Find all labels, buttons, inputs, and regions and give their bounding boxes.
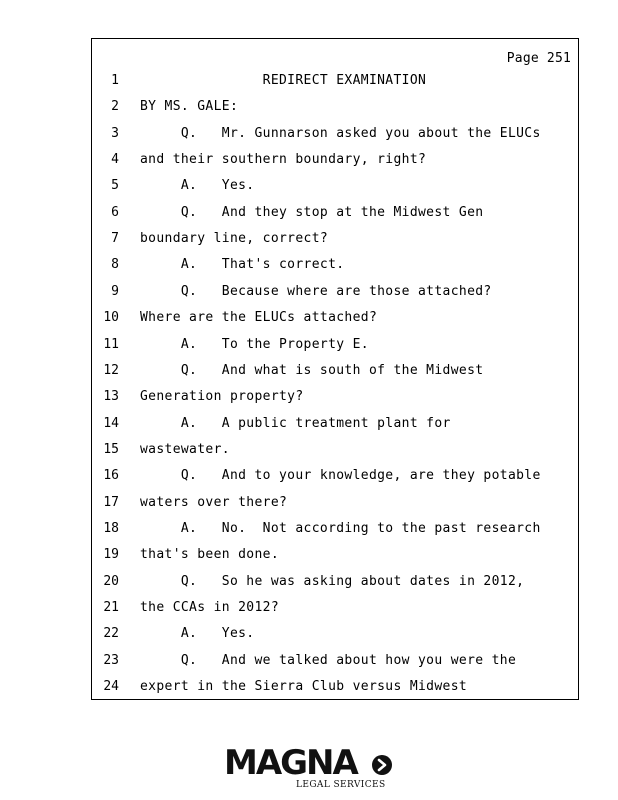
line-number: 16 [103,468,119,484]
transcript-line [92,177,578,195]
magna-logo [224,744,399,794]
line-number: 2 [111,99,119,115]
transcript-line [92,125,578,143]
logo-wordmark: MAGNA [224,743,357,783]
line-text: A. That's correct. [140,257,345,273]
line-text: Q. Because where are those attached? [140,283,492,299]
line-number: 20 [103,573,119,589]
transcript-line [92,230,578,248]
line-number: 12 [103,362,119,378]
transcript-line [92,283,578,301]
transcript-line [92,256,578,274]
transcript-line [92,546,578,564]
logo-subtitle: LEGAL SERVICES [296,780,386,790]
transcript-line [92,625,578,643]
transcript-line [92,573,578,591]
line-number: 5 [111,178,119,194]
line-text: Generation property? [140,389,304,405]
transcript-line [92,678,578,696]
line-number: 15 [103,441,119,457]
line-number: 8 [111,257,119,273]
transcript-page [91,38,579,700]
line-number: 21 [103,600,119,615]
line-number: 17 [103,494,119,510]
transcript-line [92,151,578,169]
line-number: 3 [111,125,119,141]
line-text: A. A public treatment plant for [140,415,451,431]
transcript-line [92,652,578,670]
line-number: 6 [111,204,119,220]
line-number: 22 [103,626,119,642]
line-number: 23 [103,652,119,668]
line-number: 10 [103,310,119,326]
line-text: expert in the Sierra Club versus Midwest [140,679,468,695]
transcript-line [92,362,578,380]
line-text: and their southern boundary, right? [140,152,427,168]
transcript-line [92,467,578,485]
line-number: 18 [103,520,119,536]
transcript-line [92,309,578,327]
transcript-line [92,415,578,433]
line-text: Q. So he was asking about dates in 2012, [140,573,525,589]
line-text: A. Yes. [140,178,255,194]
line-text: that's been done. [140,547,280,563]
line-text: Where are the ELUCs attached? [140,310,378,326]
line-number: 9 [111,283,119,299]
transcript-line [92,336,578,354]
transcript-line [92,72,578,90]
line-text: boundary line, correct? [140,231,329,247]
chevron-right-circle-icon [371,754,393,776]
transcript-line [92,441,578,459]
line-number: 11 [103,336,119,352]
line-text: REDIRECT EXAMINATION [140,73,427,88]
line-number: 4 [111,152,119,168]
line-text: Q. And they stop at the Midwest Gen [140,204,484,220]
line-text: BY MS. GALE: [140,99,239,115]
transcript-line [92,98,578,116]
line-text: Q. And we talked about how you were the [140,652,517,668]
transcript-line [92,520,578,538]
line-text: Q. And to your knowledge, are they potable [140,468,541,484]
line-text: A. No. Not according to the past research [140,520,541,536]
line-text: A. To the Property E. [140,336,369,352]
transcript-line [92,388,578,406]
line-text: the CCAs in 2012? [140,600,280,615]
transcript-line [92,599,578,617]
line-number: 7 [111,231,119,247]
line-number: 1 [111,73,119,88]
transcript-line [92,204,578,222]
line-text: wastewater. [140,441,230,457]
line-number: 13 [103,389,119,405]
line-text: waters over there? [140,494,288,510]
line-text: A. Yes. [140,626,255,642]
line-number: 19 [103,547,119,563]
line-number: 14 [103,415,119,431]
line-text: Q. Mr. Gunnarson asked you about the ELUCs [140,125,541,141]
line-number: 24 [103,679,119,695]
line-text: Q. And what is south of the Midwest [140,362,484,378]
page-number: Page 251 [506,51,571,66]
transcript-line [92,494,578,512]
